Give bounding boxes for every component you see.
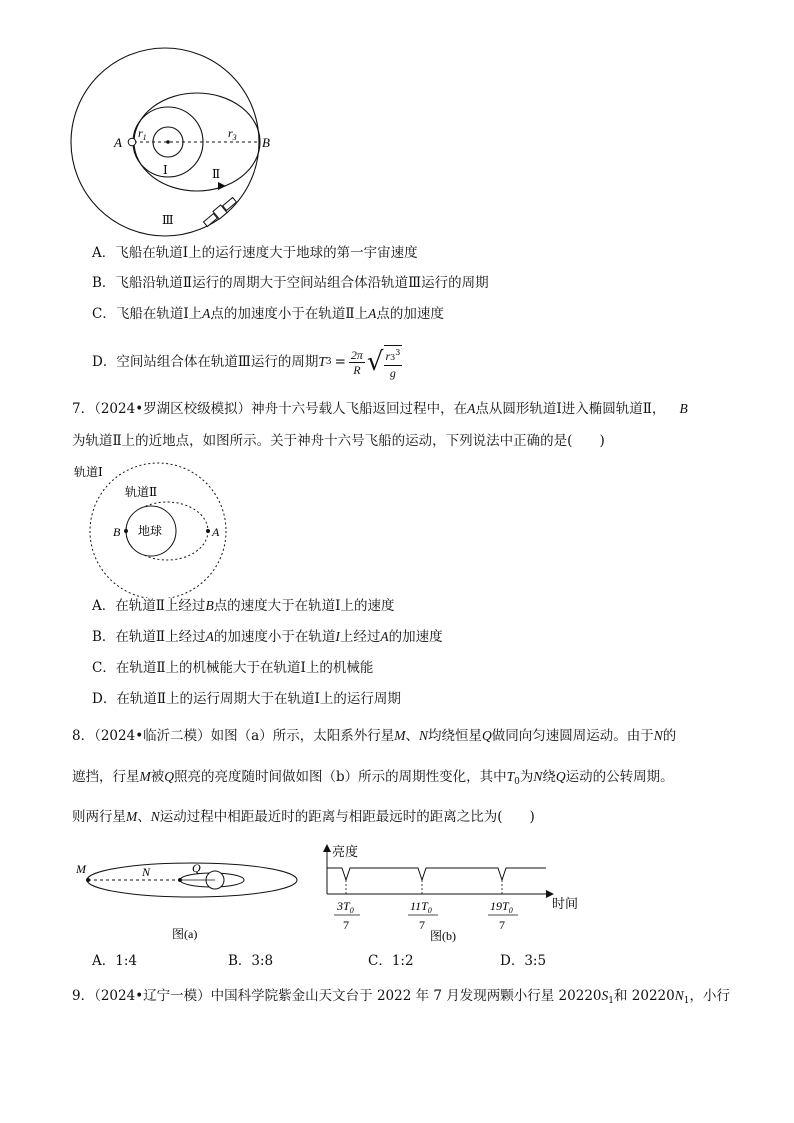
satellite-icon (202, 196, 238, 228)
svg-text:r3 (228, 126, 237, 142)
svg-text:r1 (138, 126, 147, 142)
label-earth: 地球 (138, 524, 163, 538)
q8-option-a: A．1:4 (92, 953, 137, 969)
caption-a: 图(a) (172, 927, 198, 941)
two-pi-over-r-fraction: $\frac{2\pi}{R}$ (350, 347, 363, 377)
label-r3: r (228, 126, 233, 140)
svg-text:7: 7 (419, 918, 425, 932)
brightness-curve (327, 868, 546, 880)
label-q: Q (192, 861, 201, 875)
svg-text:11T0: $11T_0$ (410, 899, 432, 915)
q8-option-d: D．3:5 (500, 953, 547, 969)
svg-text:7: 7 (499, 918, 505, 932)
period-symbol: T (318, 354, 326, 369)
figure-b-chart (312, 838, 602, 948)
svg-text:3T0: $3T_0$ (337, 899, 354, 915)
svg-text:7: 7 (343, 918, 349, 932)
label-b: B (113, 525, 121, 539)
label-m: M (76, 862, 86, 876)
orbit-diagram-2 (70, 458, 250, 598)
label-b: B (262, 135, 270, 150)
q7-option-d: D．在轨道Ⅱ上的运行周期大于在轨道Ⅰ上的运行周期 (92, 691, 401, 707)
planet-m-dot (86, 878, 90, 882)
q6-option-d: D．空间站组合体在轨道Ⅲ运行的周期 T 3 = $\frac{2\pi}{R}$ √ $\frac{r3^3}{g}$ (92, 342, 402, 382)
label-orbit-1: 轨道Ⅰ (74, 465, 103, 479)
orbit-diagram-1 (70, 10, 290, 240)
q7-option-a: A．在轨道Ⅱ上经过B点的速度大于在轨道Ⅰ上的速度 (92, 598, 395, 614)
label-r3-sub: 3 (232, 133, 237, 142)
label-orbit-3: Ⅲ (162, 213, 174, 227)
radical-icon: √ (366, 347, 384, 377)
y-axis-label: 亮度 (332, 844, 359, 859)
q7-stem-line-1: 7．（2024•罗湖区校级模拟）神舟十六号载人飞船返回过程中，在A点从圆形轨道Ⅰ进入椭圆轨道Ⅱ， B (72, 401, 688, 417)
radical-fraction: $\frac{r3^3}{g}$ (384, 345, 403, 380)
label-a: A (114, 135, 122, 150)
label-orbit-2: 轨道Ⅱ (125, 485, 158, 499)
q8-stem-line-3: 则两行星M、N运动过程中相距最近时的距离与相距最远时的距离之比为( ) (72, 809, 535, 825)
q8-option-b: B．3:8 (228, 953, 274, 969)
q6-option-a: A．飞船在轨道Ⅰ上的运行速度大于地球的第一宇宙速度 (92, 245, 418, 261)
caption-b: 图(b) (430, 929, 456, 943)
figure-a-diagram (72, 848, 312, 948)
q7-option-b: B．在轨道Ⅱ上经过A的加速度小于在轨道I上经过A的加速度 (92, 629, 443, 645)
q7-stem-line-2: 为轨道Ⅱ上的近地点，如图所示。关于神舟十六号飞船的运动，下列说法中正确的是( ) (72, 433, 605, 449)
point-b-dot (124, 529, 128, 533)
label-a: A (212, 525, 220, 539)
svg-text:19T0: $19T_0$ (490, 899, 513, 915)
arrow-icon (218, 182, 226, 190)
tick-3t0-over-7 (334, 899, 360, 932)
label-r1: r (138, 126, 143, 140)
label-orbit-1: Ⅰ (163, 163, 168, 177)
y-axis-arrow-icon (323, 844, 331, 852)
tick-19t0-over-7 (488, 899, 518, 932)
q6-option-b: B．飞船沿轨道Ⅱ运行的周期大于空间站组合体沿轨道Ⅲ运行的周期 (92, 275, 489, 291)
point-a-dot (206, 529, 210, 533)
planet-n-dot (178, 878, 182, 882)
q8-stem-line-1: 8．（2024•临沂二模）如图（a）所示，太阳系外行星M、N均绕恒星Q做同向匀速圆周运动。由于N的 (72, 728, 677, 744)
x-axis-label: 时间 (552, 896, 579, 911)
tick-11t0-over-7 (408, 899, 438, 932)
point-a-marker (128, 138, 136, 146)
q8-option-c: C．1:2 (368, 953, 414, 969)
q9-stem-line-1: 9．（2024•辽宁一模）中国科学院紫金山天文台于 2022 年 7 月发现两颗小行星 $20220S_1$和 $20220N_1$，小行 (72, 988, 730, 1006)
q8-stem-line-2: 遮挡，行星M被Q照亮的亮度随时间做如图（b）所示的周期性变化，其中$T_0$为N绕Q运动的公转周期。 (72, 769, 674, 787)
q6-option-c: C．飞船在轨道Ⅰ上A点的加速度小于在轨道Ⅱ上A点的加速度 (92, 306, 444, 322)
q7-option-c: C．在轨道Ⅱ上的机械能大于在轨道Ⅰ上的机械能 (92, 660, 374, 676)
label-r1-sub: 1 (142, 133, 147, 142)
label-orbit-2: Ⅱ (212, 167, 221, 181)
label-n: N (142, 865, 151, 879)
